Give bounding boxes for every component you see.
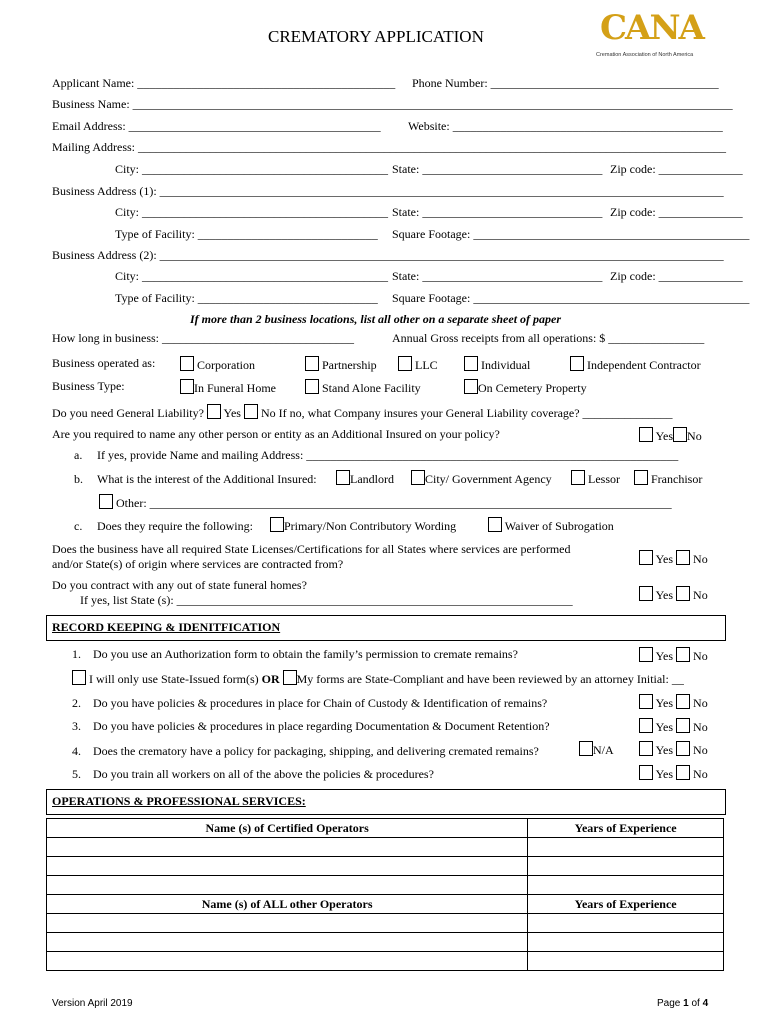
- yes-no-group: Yes No: [639, 586, 708, 602]
- applicant-name-field[interactable]: Applicant Name: ___________________________________________: [52, 76, 396, 90]
- table-row: [47, 914, 724, 933]
- checkbox[interactable]: [639, 718, 653, 733]
- business-address-1-field[interactable]: Business Address (1): ______________________________________________________________________________________________: [52, 184, 724, 198]
- landlord-option[interactable]: Landlord: [336, 470, 394, 486]
- logo-subtitle: Cremation Association of North America: [596, 52, 694, 58]
- corporation-option[interactable]: Corporation: [180, 356, 255, 372]
- yes-no-group: Yes No: [639, 741, 708, 757]
- partnership-option[interactable]: Partnership: [305, 356, 377, 372]
- operators-table: [46, 818, 724, 971]
- operator-name-cell[interactable]: [47, 838, 528, 857]
- checkbox[interactable]: [72, 670, 86, 685]
- franchisor-option[interactable]: Franchisor: [634, 470, 702, 486]
- stand-alone-facility-option[interactable]: Stand Alone Facility: [305, 379, 421, 395]
- yes-no-group: Yes No: [639, 427, 702, 443]
- checkbox[interactable]: [676, 550, 690, 565]
- checkbox[interactable]: [464, 379, 478, 394]
- city-field[interactable]: City: _________________________________________: [115, 205, 389, 219]
- table-header-row: [47, 895, 724, 914]
- version-label: Version April 2019: [52, 998, 133, 1009]
- mailing-address-field[interactable]: Mailing Address: __________________________________________________________________________________________________: [52, 140, 726, 154]
- annual-gross-field[interactable]: Annual Gross receipts from all operations: $ ________________: [392, 331, 705, 345]
- list-marker: 2.: [72, 696, 81, 710]
- list-marker: 5.: [72, 767, 81, 781]
- table-row: [47, 876, 724, 895]
- checkbox[interactable]: [336, 470, 350, 485]
- other-option[interactable]: [99, 494, 672, 510]
- in-funeral-home-option[interactable]: In Funeral Home: [180, 379, 276, 395]
- checkbox[interactable]: [99, 494, 113, 509]
- zip-field[interactable]: Zip code: ______________: [610, 205, 743, 219]
- years-cell[interactable]: [528, 857, 724, 876]
- list-marker: 1.: [72, 647, 81, 661]
- list-marker: 3.: [72, 719, 81, 733]
- general-liability-row: Do you need General Liability? Yes No If no, what Company insures your General Liability coverage? _______________: [52, 406, 673, 420]
- other-operators-header: Name (s) of ALL other Operators: [47, 895, 528, 914]
- checkbox[interactable]: [244, 404, 258, 419]
- certified-operators-header: Name (s) of Certified Operators: [47, 819, 528, 838]
- business-address-2-field[interactable]: Business Address (2): ______________________________________________________________________________________________: [52, 248, 724, 262]
- checkbox[interactable]: [634, 470, 648, 485]
- operator-name-cell[interactable]: [47, 876, 528, 895]
- list-marker: b.: [74, 472, 83, 486]
- requirements-label: Does they require the following:: [97, 519, 253, 533]
- checkbox[interactable]: [180, 379, 194, 394]
- checkbox[interactable]: [639, 765, 653, 780]
- checkbox[interactable]: [676, 647, 690, 662]
- checkbox[interactable]: [639, 741, 653, 756]
- years-experience-header: Years of Experience: [528, 819, 724, 838]
- checkbox[interactable]: [676, 586, 690, 601]
- years-cell[interactable]: [528, 952, 724, 971]
- record-keeping-section-header: RECORD KEEPING & IDENITFICATION: [46, 615, 726, 641]
- insured-interest-label: What is the interest of the Additional Insured:: [97, 472, 317, 486]
- checkbox[interactable]: [579, 741, 593, 756]
- city-government-option[interactable]: City/ Government Agency: [411, 470, 552, 486]
- states-list-field[interactable]: If yes, list State (s): __________________________________________________________________: [80, 593, 573, 607]
- checkbox[interactable]: [570, 356, 584, 371]
- cana-logo: CANA: [600, 8, 703, 48]
- list-marker: a.: [74, 448, 83, 462]
- city-field[interactable]: City: _________________________________________: [115, 162, 389, 176]
- primary-noncontributory-option[interactable]: Primary/Non Contributory Wording: [270, 517, 456, 533]
- operator-name-cell[interactable]: [47, 933, 528, 952]
- city-field[interactable]: City: _________________________________________: [115, 269, 389, 283]
- yes-no-group: Yes No: [639, 765, 708, 781]
- general-liability-question: Do you need General Liability?: [52, 406, 204, 420]
- checkbox[interactable]: [639, 427, 653, 442]
- other-field[interactable]: Other: _______________________________________________________________________________________: [116, 496, 672, 510]
- checkbox[interactable]: [673, 427, 687, 442]
- years-cell[interactable]: [528, 914, 724, 933]
- checkbox[interactable]: [676, 765, 690, 780]
- checkbox[interactable]: [270, 517, 284, 532]
- zip-field[interactable]: Zip code: ______________: [610, 162, 743, 176]
- yes-no-group: Yes No: [639, 718, 708, 734]
- checkbox[interactable]: [676, 718, 690, 733]
- insured-name-address-field[interactable]: If yes, provide Name and mailing Address: ______________________________________________________________: [97, 448, 679, 462]
- years-in-business-field[interactable]: How long in business: ________________________________: [52, 331, 355, 345]
- state-field[interactable]: State: ______________________________: [392, 269, 603, 283]
- licenses-question-line1: Does the business have all required State Licenses/Certifications for all States where services are performed: [52, 542, 571, 556]
- operator-name-cell[interactable]: [47, 857, 528, 876]
- years-experience-header: Years of Experience: [528, 895, 724, 914]
- lessor-option[interactable]: Lessor: [571, 470, 620, 486]
- years-cell[interactable]: [528, 876, 724, 895]
- business-type-label: Business Type:: [52, 379, 125, 393]
- authorization-form-question: Do you use an Authorization form to obtain the family’s permission to cremate remains?: [93, 647, 518, 661]
- page-number: Page 1 of 4: [657, 998, 709, 1009]
- on-cemetery-property-option[interactable]: On Cemetery Property: [464, 379, 587, 395]
- yes-no-group: Yes No: [639, 647, 708, 663]
- page-title: CREMATORY APPLICATION: [268, 27, 484, 46]
- phone-number-field[interactable]: Phone Number: ______________________________________: [412, 76, 719, 90]
- business-operated-label: Business operated as:: [52, 356, 156, 370]
- checkbox[interactable]: [180, 356, 194, 371]
- yes-no-group: Yes No: [639, 694, 708, 710]
- checkbox[interactable]: [639, 647, 653, 662]
- operations-section-header: OPERATIONS & PROFESSIONAL SERVICES:: [46, 789, 726, 815]
- operator-name-cell[interactable]: [47, 952, 528, 971]
- waiver-of-subrogation-option[interactable]: Waiver of Subrogation: [488, 517, 614, 533]
- na-option[interactable]: N/A: [579, 741, 614, 757]
- checkbox[interactable]: [676, 694, 690, 709]
- years-cell[interactable]: [528, 933, 724, 952]
- checkbox[interactable]: [283, 670, 297, 685]
- licenses-question-line2: and/or State(s) of origin where services are contracted from?: [52, 557, 344, 571]
- document-retention-question: Do you have policies & procedures in place regarding Documentation & Document Retention?: [93, 719, 550, 733]
- operator-name-cell[interactable]: [47, 914, 528, 933]
- checkbox[interactable]: [676, 741, 690, 756]
- packaging-shipping-question: Does the crematory have a policy for packaging, shipping, and delivering cremated remains?: [93, 744, 539, 758]
- table-row: [47, 933, 724, 952]
- years-cell[interactable]: [528, 838, 724, 857]
- llc-option[interactable]: LLC: [398, 356, 438, 372]
- checkbox[interactable]: [305, 379, 319, 394]
- checkbox[interactable]: [464, 356, 478, 371]
- checkbox[interactable]: [411, 470, 425, 485]
- liability-insurer-field[interactable]: If no, what Company insures your General Liability coverage? _______________: [278, 406, 673, 420]
- email-address-field[interactable]: Email Address: __________________________________________: [52, 119, 381, 133]
- facility-type-field[interactable]: Type of Facility: ______________________________: [115, 291, 378, 305]
- locations-note: If more than 2 business locations, list all other on a separate sheet of paper: [190, 312, 562, 326]
- zip-field[interactable]: Zip code: ______________: [610, 269, 743, 283]
- out-of-state-question: Do you contract with any out of state funeral homes?: [52, 578, 307, 592]
- worker-training-question: Do you train all workers on all of the above the policies & procedures?: [93, 767, 434, 781]
- chain-of-custody-question: Do you have policies & procedures in place for Chain of Custody & Identification of remains?: [93, 696, 548, 710]
- list-marker: 4.: [72, 744, 81, 758]
- table-row: [47, 952, 724, 971]
- table-row: [47, 857, 724, 876]
- checkbox[interactable]: [639, 694, 653, 709]
- checkbox[interactable]: [488, 517, 502, 532]
- state-field[interactable]: State: ______________________________: [392, 162, 603, 176]
- list-marker: c.: [74, 519, 83, 533]
- facility-type-field[interactable]: Type of Facility: ______________________________: [115, 227, 378, 241]
- checkbox[interactable]: [305, 356, 319, 371]
- table-row: [47, 838, 724, 857]
- square-footage-field[interactable]: Square Footage: ______________________________________________: [392, 291, 750, 305]
- checkbox[interactable]: [639, 550, 653, 565]
- yes-no-group: Yes No: [639, 550, 708, 566]
- checkbox[interactable]: [571, 470, 585, 485]
- square-footage-field[interactable]: Square Footage: ______________________________________________: [392, 227, 750, 241]
- table-header-row: [47, 819, 724, 838]
- checkbox[interactable]: [207, 404, 221, 419]
- state-field[interactable]: State: ______________________________: [392, 205, 603, 219]
- website-field[interactable]: Website: _____________________________________________: [408, 119, 723, 133]
- independent-contractor-option[interactable]: Independent Contractor: [570, 356, 701, 372]
- individual-option[interactable]: Individual: [464, 356, 530, 372]
- business-name-field[interactable]: Business Name: ____________________________________________________________________________________________________: [52, 97, 733, 111]
- state-forms-row: I will only use State-Issued form(s) OR My forms are State-Compliant and have been reviewed by an attorney Initial: __: [72, 670, 684, 686]
- additional-insured-question: Are you required to name any other person or entity as an Additional Insured on your policy?: [52, 427, 500, 441]
- checkbox[interactable]: [639, 586, 653, 601]
- checkbox[interactable]: [398, 356, 412, 371]
